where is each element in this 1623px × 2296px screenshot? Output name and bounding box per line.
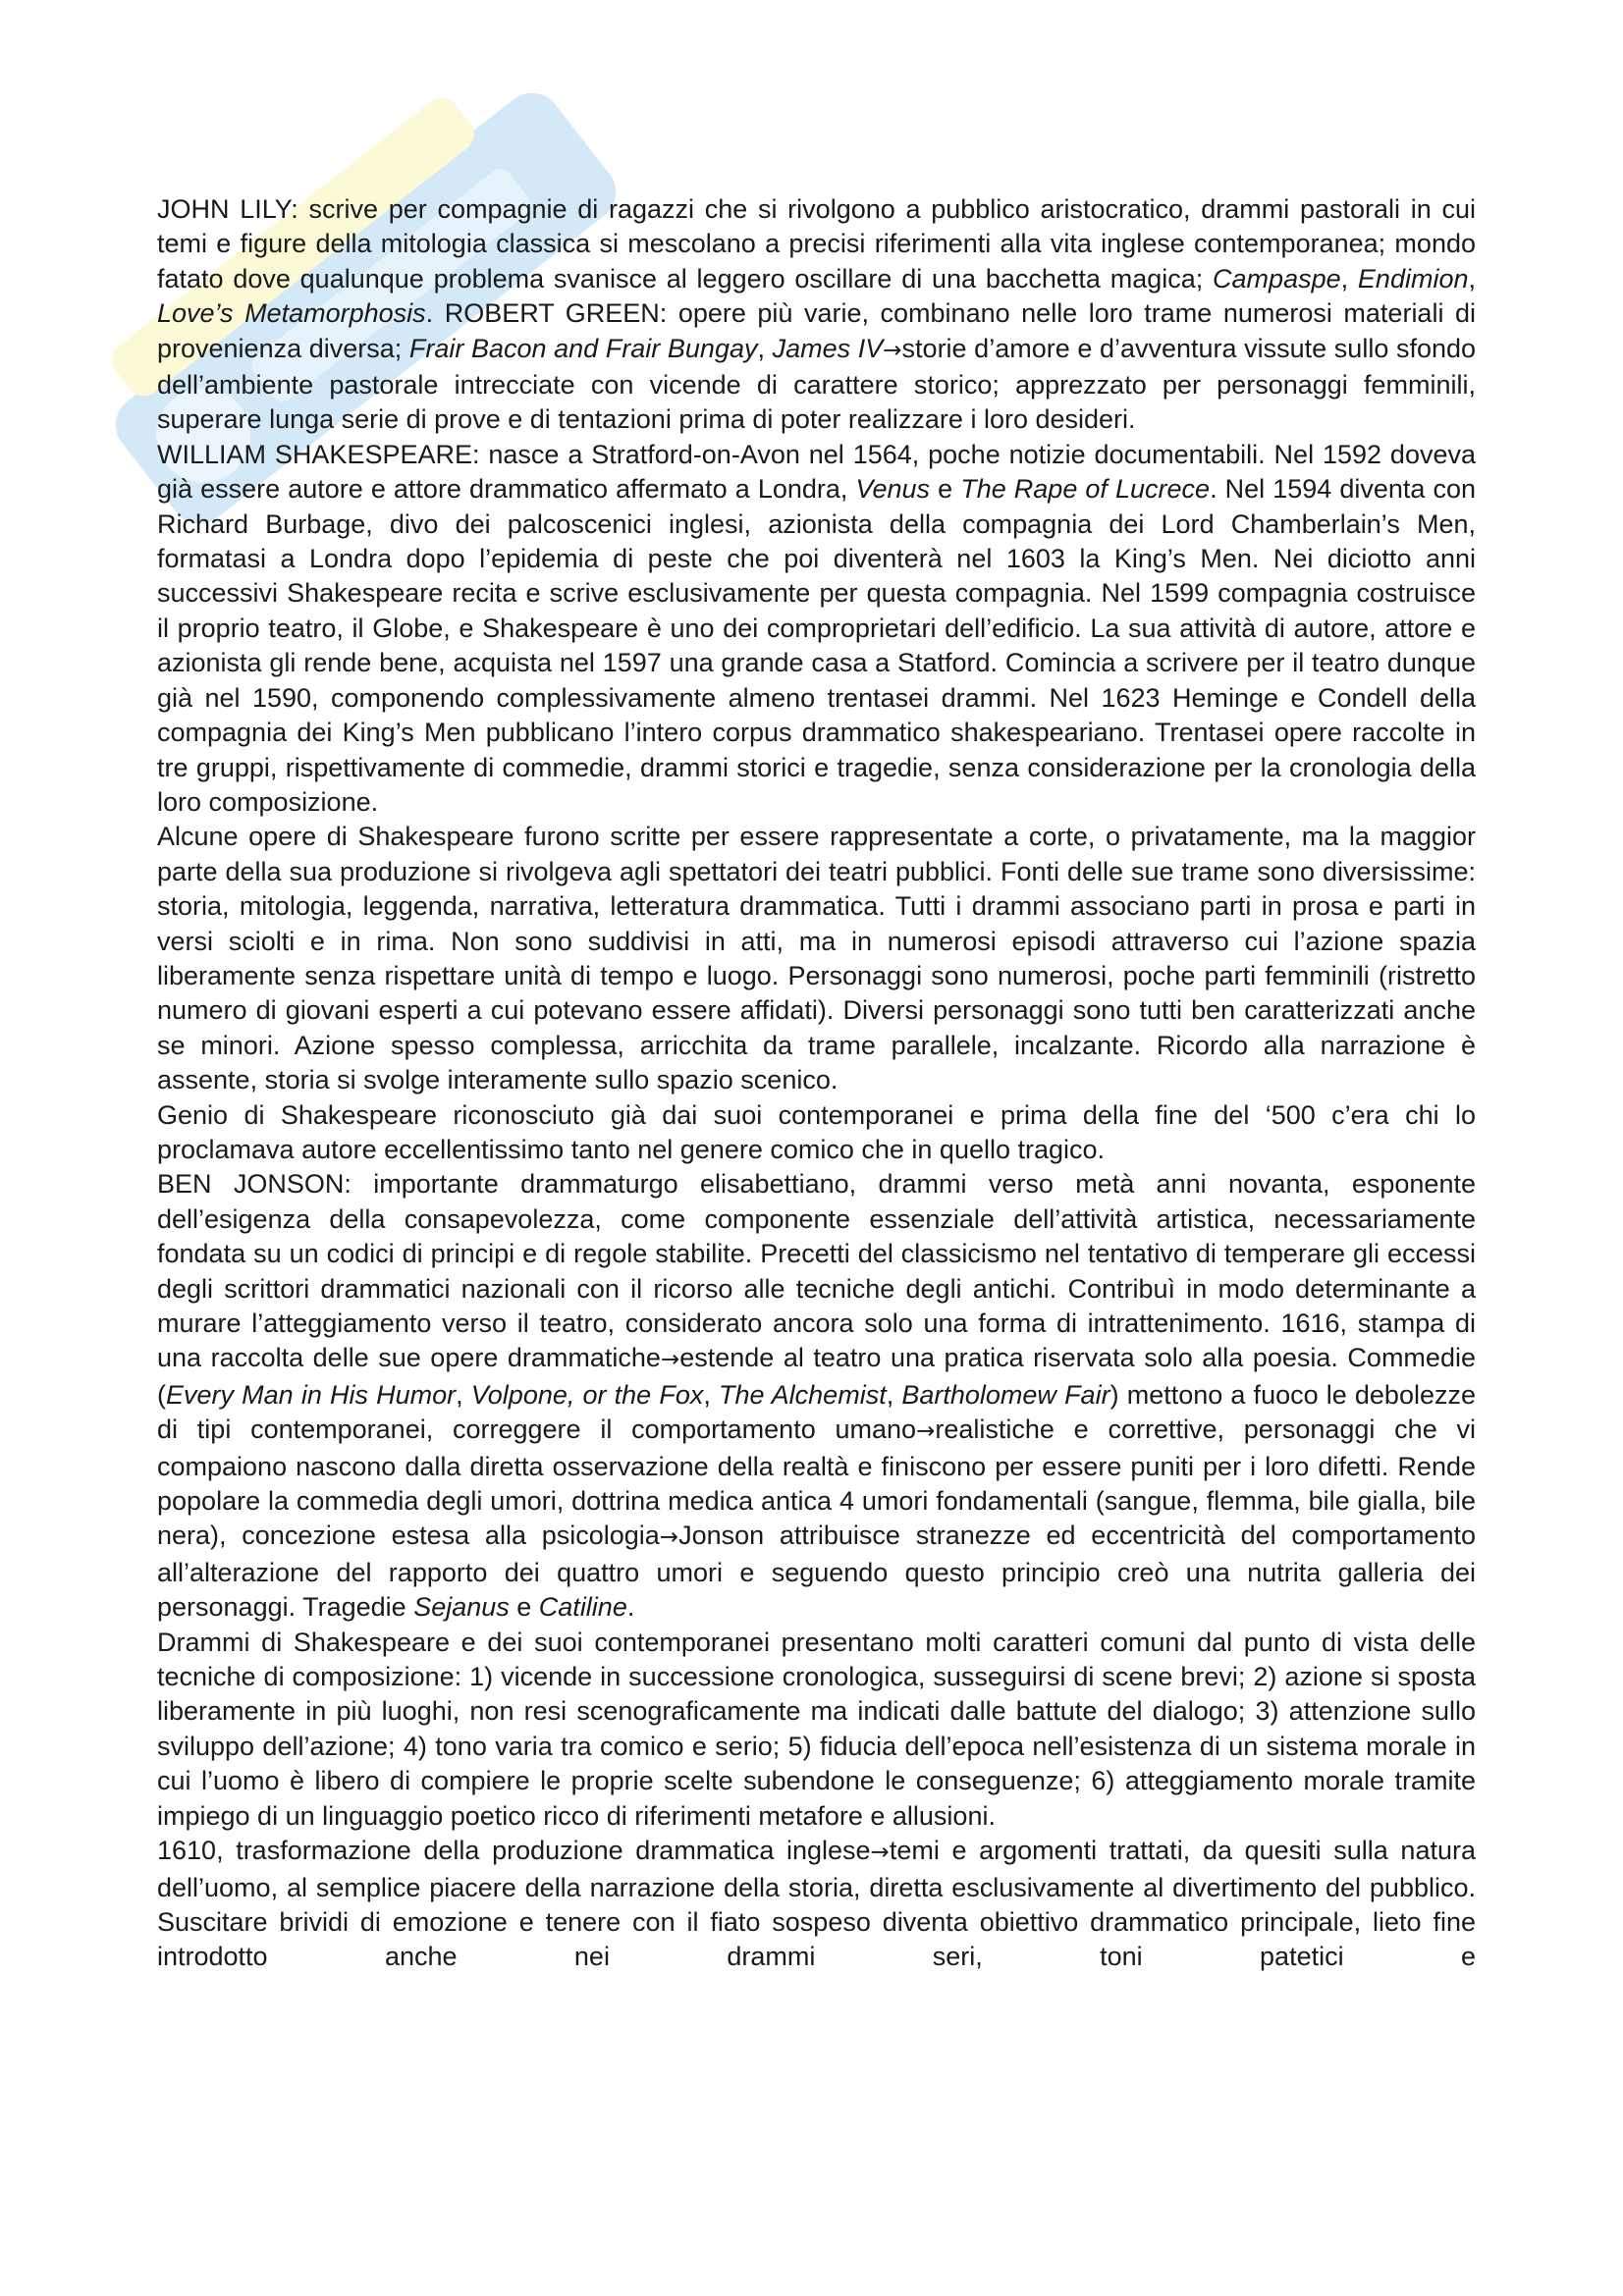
italic-title: Catiline xyxy=(538,1592,627,1623)
text-run: Drammi di Shakespeare e dei suoi contemporanei presentano molti caratteri comuni dal punto di vista delle tecniche di composizione: 1) vicende in successione cronologica, susseguirsi di scene brevi; 2) azione si sposta liberamente in più luoghi, non resi scenograficamente ma indicati dalle battute del dialogo; 3) attenzione sullo sviluppo dell’azione; 4) tono varia tra comico e serio; 5) fiducia dell’epoca nell’esistenza di un sistema morale in cui l’uomo è libero di compiere le proprie scelte subendone le conseguenze; 6) atteggiamento morale tramite impiego di un linguaggio poetico ricco di riferimenti metafore e allusioni. xyxy=(157,1627,1476,1831)
paragraph xyxy=(157,438,1476,820)
text-run: ) mettono a fuoco le debolezze di tipi contemporanei, correggere il comportamento umano xyxy=(157,1379,1477,1445)
italic-title: James IV xyxy=(772,333,884,363)
text-run: , xyxy=(456,1379,471,1410)
text-run: Genio di Shakespeare riconosciuto già dai suoi contemporanei e prima della fine del ‘500 c’era chi lo proclamava autore eccellentissimo tanto nel genere comico che in quello tragico. xyxy=(157,1099,1476,1164)
text-run: , xyxy=(1468,263,1476,294)
text-run: Alcune opere di Shakespeare furono scritte per essere rappresentate a corte, o privatamente, ma la maggior parte della sua produzione si rivolgeva agli spettatori dei teatri pubblici. Fonti delle sue trame sono diversissime: storia, mitologia, leggenda, narrativa, letteratura drammatica. Tutti i drammi associano parti in prosa e parti in versi sciolti e in rima. Non sono suddivisi in atti, ma in numerosi episodi attraverso cui l’azione spazia liberamente senza rispettare unità di tempo e luogo. Personaggi sono numerosi, poche parti femminili (ristretto numero di giovani esperti a cui potevano essere affidati). Diversi personaggi sono tutti ben caratterizzati anche se minori. Azione spesso complessa, arricchita da trame parallele, incalzante. Ricordo alla narrazione è assente, storia si svolge interamente sullo spazio scenico. xyxy=(157,822,1476,1095)
arrow-icon: → xyxy=(870,1840,890,1866)
text-run: . Nel 1594 diventa con Richard Burbage, divo dei palcoscenici inglesi, azionista della compagnia dei Lord Chamberlain’s Men, formatasi a Londra dopo l’epidemia di peste che poi diventerà nel 1603 la King’s Men. Nei diciotto anni successivi Shakespeare recita e scrive esclusivamente per questa compagnia. Nel 1599 compagnia costruisce il proprio teatro, il Globe, e Shakespeare è uno dei comproprietari dell’edificio. La sua attività di autore, attore e azionista gli rende bene, acquista nel 1597 una grande casa a Statford. Comincia a scrivere per il teatro dunque già nel 1590, componendo complessivamente almeno trentasei drammi. Nel 1623 Heminge e Condell della compagnia dei King’s Men pubblicano l’intero corpus drammatico shakespeariano. Trentasei opere raccolte in tre gruppi, rispettivamente di commedie, drammi storici e tragedie, senza considerazione per la cronologia della loro composizione. xyxy=(157,474,1477,817)
arrow-icon: → xyxy=(660,1347,680,1373)
paragraph xyxy=(157,1098,1476,1168)
text-run: 1610, trasformazione della produzione drammatica inglese xyxy=(157,1836,871,1866)
text-run: e xyxy=(509,1592,539,1623)
italic-title: Bartholomew Fair xyxy=(901,1379,1110,1410)
text-run: realistiche e correttive, personaggi che vi compaiono nascono dalla diretta osservazione della realtà e finiscono per essere puniti per i loro difetti. Rende popolare la commedia degli umori, dottrina medica antica 4 umori fondamentali (sangue, flemma, bile gialla, bile nera), concezione estesa alla psicologia xyxy=(157,1415,1476,1551)
text-run: , xyxy=(1340,263,1358,294)
italic-title: The Alchemist xyxy=(719,1379,887,1410)
italic-title: The Rape of Lucrece xyxy=(960,474,1211,505)
document-body xyxy=(157,192,1476,1975)
arrow-icon: → xyxy=(883,337,902,363)
italic-title: Every Man in His Humor xyxy=(166,1379,457,1410)
italic-title: Frair Bacon and Frair Bungay xyxy=(408,333,758,363)
italic-title: Campaspe xyxy=(1213,263,1341,294)
italic-title: Venus xyxy=(855,474,931,505)
text-run: WILLIAM SHAKESPEARE: nasce a Stratford-on-Avon nel 1564, poche notizie documentabili. Nel 1592 doveva già essere autore e attore drammatico affermato a Londra, xyxy=(157,439,1476,505)
text-run: temi e argomenti trattati, da quesiti sulla natura dell’uomo, al semplice piacere della narrazione della storia, diretta esclusivamente al divertimento del pubblico. Suscitare brividi di emozione e tenere con il fiato sospeso diventa obiettivo drammatico principale, lieto fine introdotto anche nei drammi seri, toni patetici e xyxy=(157,1836,1476,1972)
text-run: storie d’amore e d’avventura vissute sullo sfondo dell’ambiente pastorale intrecciate con vicende di carattere storico; apprezzato per personaggi femminili, superare lunga serie di prove e di tentazioni prima di poter realizzare i loro desideri. xyxy=(157,333,1477,435)
text-run: , xyxy=(703,1379,719,1410)
arrow-icon: → xyxy=(916,1418,936,1445)
italic-title: Endimion xyxy=(1357,263,1469,294)
text-run: estende al teatro una pratica riservata solo alla poesia. Commedie ( xyxy=(157,1343,1476,1410)
text-run: , xyxy=(757,333,773,363)
text-run: Jonson attribuisce stranezze ed eccentricità del comportamento all’alterazione del rapporto dei quattro umori e seguendo questo principio creò una nutrita galleria dei personaggi. Tragedie xyxy=(157,1521,1476,1623)
italic-title: Sejanus xyxy=(413,1592,510,1623)
text-run: e xyxy=(930,474,961,505)
text-run: BEN JONSON: importante drammaturgo elisabettiano, drammi verso metà anni novanta, esponente dell’esigenza della consapevolezza, come componente essenziale dell’attività artistica, necessariamente fondata su un codici di principi e di regole stabilite. Precetti del classicismo nel tentativo di temperare gli eccessi degli scrittori drammatici nazionali con il ricorso alle tecniche degli antichi. Contribuì in modo determinante a murare l’atteggiamento verso il teatro, considerato ancora solo una forma di intrattenimento. 1616, stampa di una raccolta delle sue opere drammatiche xyxy=(157,1169,1476,1373)
paragraph xyxy=(157,1626,1476,1834)
paragraph xyxy=(157,1167,1476,1625)
text-run: JOHN LILY: scrive per compagnie di ragazzi che si rivolgono a pubblico aristocratico, drammi pastorali in cui temi e figure della mitologia classica si mescolano a precisi riferimenti alla vita inglese contemporanea; mondo fatato dove qualunque problema svanisce al leggero oscillare di una bacchetta magica; xyxy=(157,194,1476,294)
paragraph xyxy=(157,192,1476,438)
italic-title: Love’s Metamorphosis xyxy=(157,298,426,329)
text-run: , xyxy=(886,1379,902,1410)
paragraph xyxy=(157,1834,1476,1975)
text-run: . ROBERT GREEN: opere più varie, combinano nelle loro trame numerosi materiali di provenienza diversa; xyxy=(157,298,1476,363)
paragraph xyxy=(157,820,1476,1097)
text-run: . xyxy=(626,1592,635,1623)
italic-title: Volpone, or the Fox xyxy=(470,1379,704,1410)
arrow-icon: → xyxy=(659,1524,679,1551)
